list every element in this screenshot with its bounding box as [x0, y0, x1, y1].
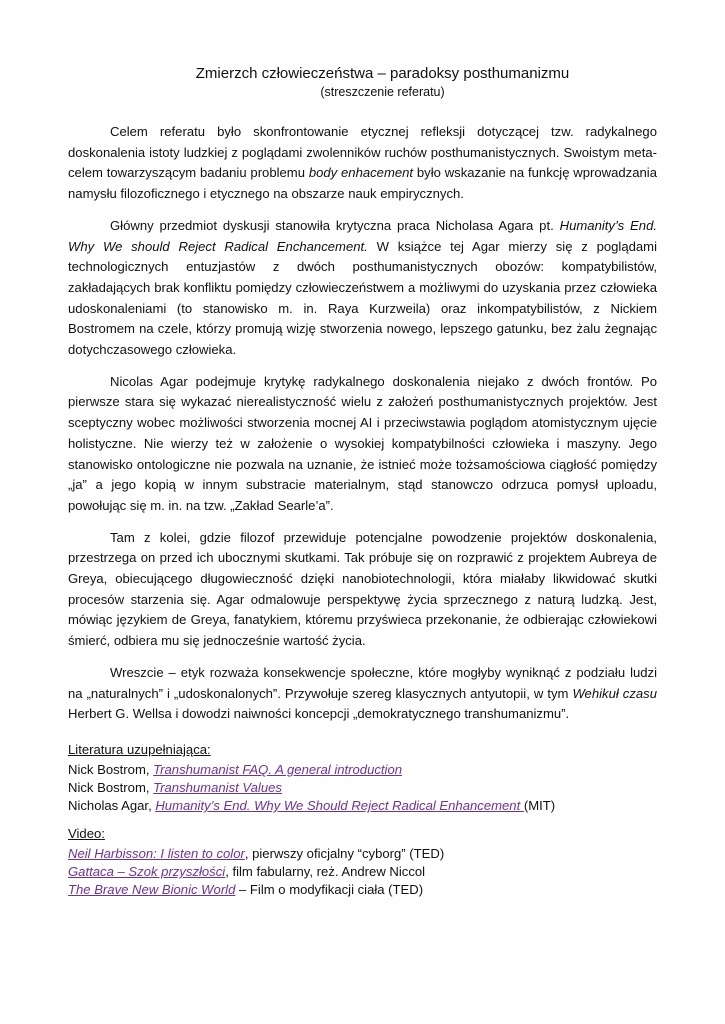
document-subtitle: (streszczenie referatu) — [320, 85, 445, 99]
video-link[interactable]: The Brave New Bionic World — [68, 881, 236, 897]
literature-link[interactable]: Transhumanist FAQ. A general introduction — [153, 761, 403, 777]
video-heading: Video: — [68, 825, 105, 841]
literature-link[interactable]: Transhumanist Values — [153, 779, 282, 795]
video-link[interactable]: Gattaca – Szok przyszłości — [68, 863, 226, 879]
literature-item: Nick Bostrom, Transhumanist FAQ. A general introduction — [68, 761, 403, 777]
literature-item: Nick Bostrom, Transhumanist Values — [68, 779, 282, 795]
paragraph-3: Nicolas Agar podejmuje krytykę radykalnego doskonalenia niejako z dwóch frontów. Po pierwsze stara się wykazać nierealistyczność wielu z założeń posthumanistycznych projektów. Jest sceptyczny wobec możliwości stworzenia mocnej AI i przeciwstawia poglądom atomistycznym ujęcie holistyczne. Nie wierzy też w założenie o wysokiej kompatybilności człowieka i maszyny. Jego stanowisko ontologiczne nie pozwala na uznanie, że istnieć może tożsamościowa ciągłość pomiędzy „ja” a jego kopią w innym substracie materialnym, stąd stanowczo odrzuca pomysł uploadu, powołując się m. in. na tzw. „Zakład Searle’a”. — [68, 373, 657, 513]
video-list — [68, 845, 657, 899]
video-item: Neil Harbisson: I listen to color, pierwszy oficjalny “cyborg” (TED) — [68, 845, 445, 861]
paragraph-2: Główny przedmiot dyskusji stanowiła krytyczna praca Nicholasa Agara pt. Humanity’s End. Why We should Reject Radical Enchancement. W książce tej Agar mierzy się z poglądami technologicznych entuzjastów z dwóch posthumanistycznych obozów: kompatybilistów, zakładających brak konfliktu pomiędzy człowieczeństwem a możliwymi do uzyskania przez człowieka udoskonaleniami (to stanowisko m. in. Raya Kurzweila) oraz inkompatybilistów, z Nickiem Bostromem na czele, którzy promują wizję stworzenia nowego, lepszego gatunku, bez żalu żegnając dotychczasowego człowieka. — [68, 217, 657, 358]
video-item: Gattaca – Szok przyszłości, film fabularny, reż. Andrew Niccol — [68, 863, 426, 879]
document-page — [68, 64, 657, 899]
literature-link[interactable]: Humanity’s End. Why We Should Reject Radical Enhancement — [155, 797, 524, 813]
document-title: Zmierzch człowieczeństwa – paradoksy posthumanizmu — [195, 65, 570, 82]
paragraph-1: Celem referatu było skonfrontowanie etycznej refleksji dotyczącej tzw. radykalnego doskonalenia istoty ludzkiej z poglądami zwolenników ruchów posthumanistycznych. Swoistym meta-celem towarzyszącym badaniu problemu body enhacement było wskazanie na funkcję wprowadzania namysłu filozoficznego i etycznego na obszarze nauk empirycznych. — [68, 124, 657, 202]
literature-item: Nicholas Agar, Humanity’s End. Why We Should Reject Radical Enhancement (MIT) — [68, 797, 556, 813]
paragraph-5: Wreszcie – etyk rozważa konsekwencje społeczne, które mogłyby wyniknąć z podziału ludzi na „naturalnych” i „udoskonalonych”. Przywołuje szereg klasycznych antyutopii, w tym Wehikuł czasu Herbert G. Wellsa i dowodzi naiwności koncepcji „demokratycznego transhumanizmu”. — [68, 664, 657, 722]
video-item: The Brave New Bionic World – Film o modyfikacji ciała (TED) — [68, 881, 424, 897]
literature-heading: Literatura uzupełniająca: — [68, 741, 211, 757]
literature-list — [68, 761, 657, 815]
paragraph-4: Tam z kolei, gdzie filozof przewiduje potencjalne powodzenie projektów doskonalenia, przestrzega on przed ich ubocznymi skutkami. Tak próbuje się on rozprawić z projektem Aubreya de Greya, obiecującego długowieczność dzięki nanobiotechnologii, która miałaby likwidować skutki procesów starzenia się. Agar odmalowuje perspektywę życia sprzecznego z naturą ludzką. Jest, mówiąc językiem de Greya, fanatykiem, któremu przyświeca przekonanie, że odbierając człowiekowi śmierć, odbiera mu się jednocześnie wartość życia. — [68, 529, 657, 649]
video-link[interactable]: Neil Harbisson: I listen to color — [68, 845, 245, 861]
